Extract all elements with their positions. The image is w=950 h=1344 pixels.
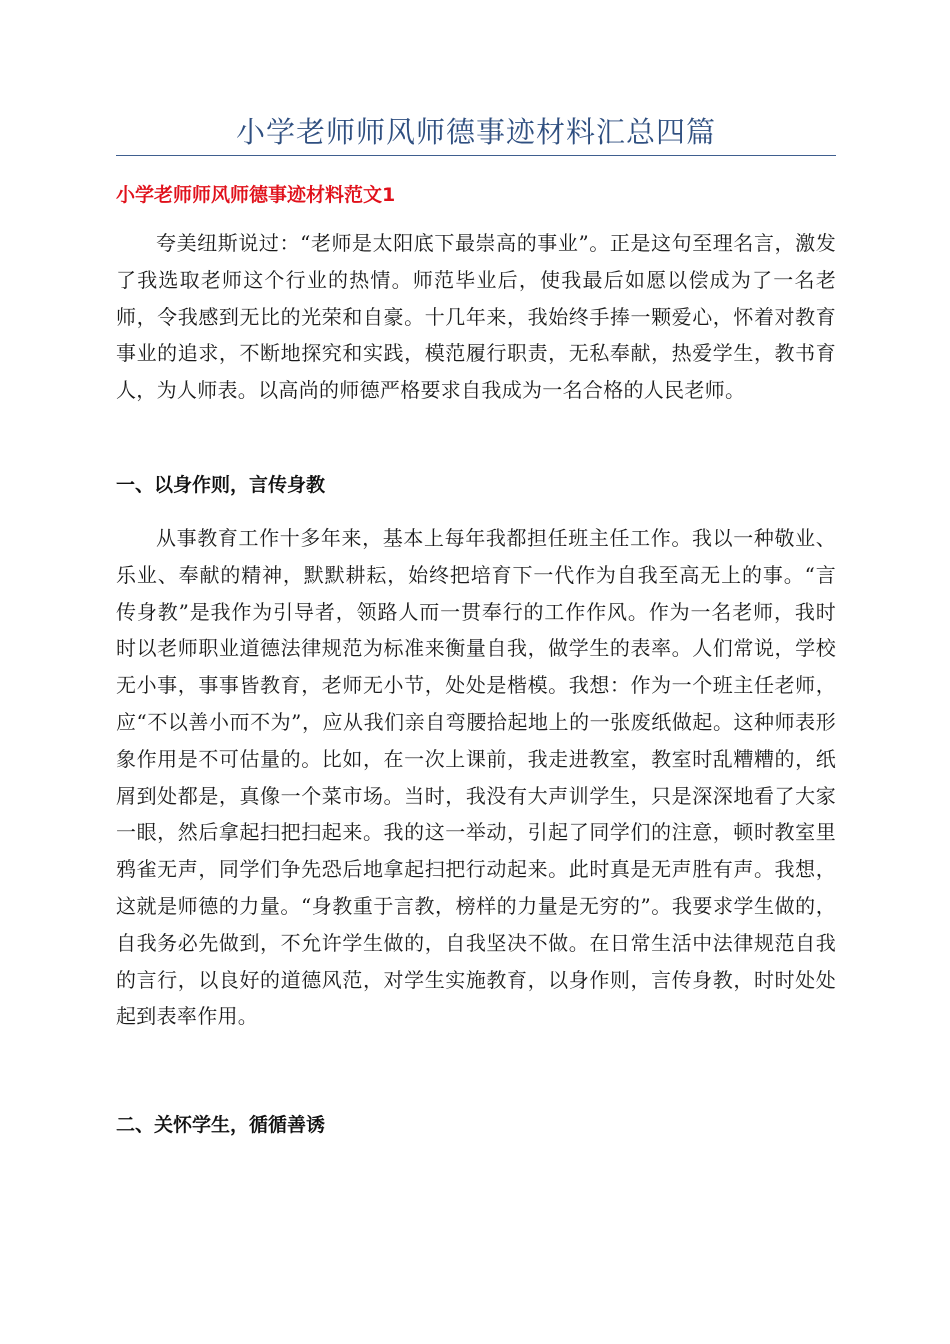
subsection-heading-2: 二、关怀学生，循循善诱 bbox=[116, 1114, 326, 1136]
section-heading: 小学老师师风师德事迹材料范文1 bbox=[116, 184, 396, 206]
document-title: 小学老师师风师德事迹材料汇总四篇 bbox=[235, 115, 716, 149]
subsection-heading-1: 一、以身作则，言传身教 bbox=[116, 474, 326, 496]
body-paragraph-lead-by-example: 从事教育工作十多年来，基本上每年我都担任班主任工作。我以一种敬业、乐业、奉献的精神，默默耕耘，始终把培育下一代作为自我至高无上的事。“言传身教”是我作为引导者，领路人而一贯奉行的工作作风。作为一名老师，我时时以老师职业道德法律规范为标准来衡量自我，做学生的表率。人们常说，学校无小事，事事皆教育，老师无小节，处处是楷模。我想：作为一个班主任老师，应“不以善小而不为”，应从我们亲自弯腰拾起地上的一张废纸做起。这种师表形象作用是不可估量的。比如，在一次上课前，我走进教室，教室时乱糟糟的，纸屑到处都是，真像一个菜市场。当时，我没有大声训学生，只是深深地看了大家一眼，然后拿起扫把扫起来。我的这一举动，引起了同学们的注意，顿时教室里鸦雀无声，同学们争先恐后地拿起扫把行动起来。此时真是无声胜有声。我想，这就是师德的力量。“身教重于言教，榜样的力量是无穷的”。我要求学生做的，自我务必先做到，不允许学生做的，自我坚决不做。在日常生活中法律规范自我的言行，以良好的道德风范，对学生实施教育，以身作则，言传身教，时时处处起到表率作用。 bbox=[116, 526, 836, 1029]
body-paragraph-intro: 夸美纽斯说过：“老师是太阳底下最崇高的事业”。正是这句至理名言，激发了我选取老师这个行业的热情。师范毕业后，使我最后如愿以偿成为了一名老师，令我感到无比的光荣和自豪。十几年来，我始终手捧一颗爱心，怀着对教育事业的追求，不断地探究和实践，模范履行职责，无私奉献，热爱学生，教书育人，为人师表。以高尚的师德严格要求自我成为一名合格的人民老师。 bbox=[116, 231, 836, 403]
title-underline bbox=[116, 155, 836, 156]
